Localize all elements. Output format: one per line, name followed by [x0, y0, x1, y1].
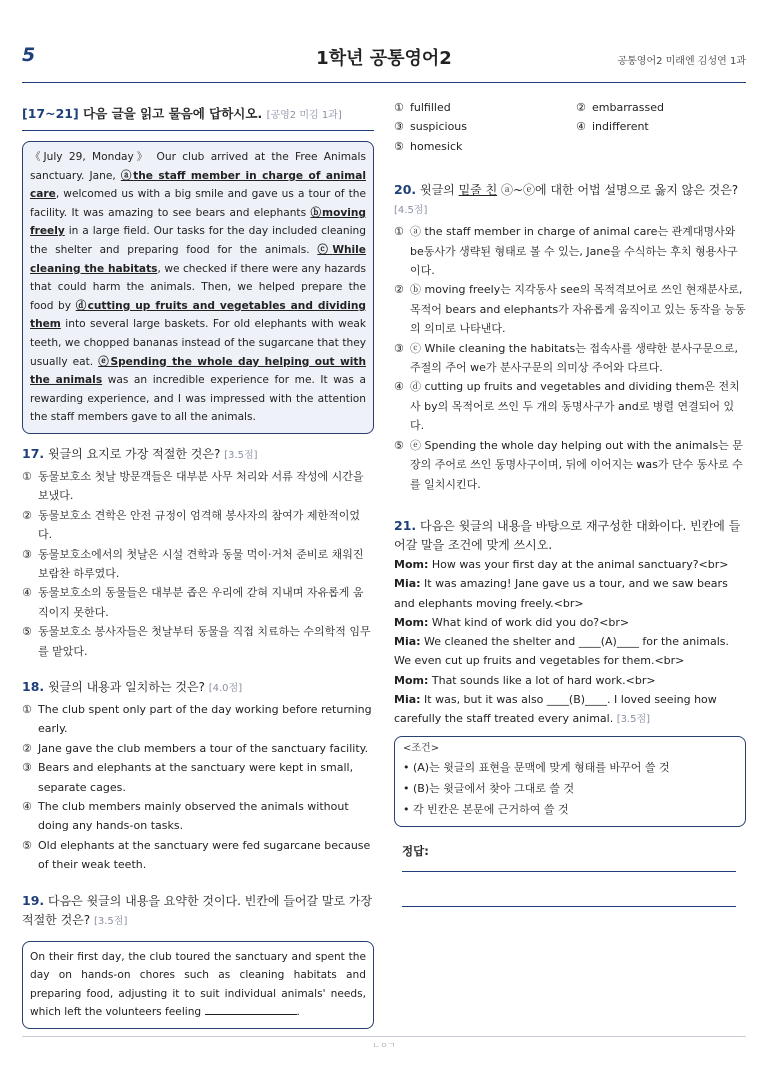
option-mark: ④: [22, 800, 32, 813]
dialog-line: [394, 690, 746, 730]
dialog-speaker: Mia:: [394, 635, 421, 649]
option-mark: ④: [394, 380, 404, 394]
option-mark: ②: [394, 283, 404, 297]
answer-option[interactable]: [22, 836, 374, 875]
answer-option[interactable]: [22, 622, 374, 661]
question-points: [3.5점]: [93, 915, 128, 927]
option-text: Bears and elephants at the sanctuary were kept in small, separate cages.: [38, 761, 354, 794]
dialog-text: It was amazing! Jane gave us a tour, and we saw bears and elephants moving freely.<br>: [394, 577, 728, 610]
option-mark: ③: [394, 120, 404, 134]
option-text: 동물보호소의 동물들은 대부분 좁은 우리에 갇혀 지내며 자유롭게 움직이지 못한다.: [38, 586, 364, 619]
section-range: [17~21]: [22, 106, 79, 121]
dialog-speaker: Mia:: [394, 577, 421, 591]
marker-d: ⓓ: [75, 299, 88, 312]
page-subtitle: 공통영어2 미래엔 김성연 1과: [617, 56, 746, 67]
answer-option[interactable]: [22, 583, 374, 622]
page-title: 1학년 공통영어2: [316, 48, 452, 69]
option-text: 동물보호소 견학은 안전 규정이 엄격해 봉사자의 참여가 제한적이었다.: [38, 508, 361, 542]
answer-option[interactable]: [22, 758, 374, 797]
question-points: [4.0점]: [208, 682, 243, 694]
marker-a: ⓐ: [120, 169, 134, 182]
marker-b: ⓑ: [310, 206, 323, 219]
question-19: [22, 891, 374, 931]
question-number: 18.: [22, 678, 45, 694]
answer-line[interactable]: [402, 871, 736, 872]
underline-c: While cleaning the habitats: [30, 243, 366, 275]
question-points: [3.5점]: [616, 714, 651, 726]
answer-option[interactable]: [576, 98, 746, 117]
option-text: Old elephants at the sanctuary were fed sugarcane because of their weak teeth.: [38, 838, 371, 872]
question-text: 다음은 윗글의 내용을 바탕으로 재구성한 대화이다. 빈칸에 들어갈 말을 조건에 맞게 쓰시오.: [394, 518, 741, 552]
condition-item: • 각 빈칸은 본문에 근거하여 쓸 것: [403, 802, 569, 816]
answer-label: 정답:: [402, 843, 429, 858]
answer-option[interactable]: [22, 467, 374, 506]
passage-text: , welcomed us with a big smile and gave us a tour of the facility. It was amazing to see bears and elephants: [30, 188, 366, 219]
option-mark: ⑤: [394, 139, 404, 153]
option-mark: ⑤: [22, 625, 32, 639]
footer-divider: [22, 1036, 746, 1037]
option-text: ⓒ While cleaning the habitats는 접속사를 생략한 분사구문으로, 주절의 주어 we가 분사구문의 의미상 주어와 다르다.: [410, 341, 738, 375]
reading-passage: [22, 141, 374, 434]
option-text: ⓓ cutting up fruits and vegetables and dividing them은 전치사 by의 목적어로 쓰인 두 개의 동명사구가 and로 병렬 연결되어 있다.: [410, 380, 740, 433]
option-mark: ③: [22, 761, 32, 775]
section-tag: [공영2 미김 1과]: [266, 110, 342, 121]
summary-end: .: [296, 1006, 300, 1019]
dialog-text: It was, but it was also ____(B)____. I loved seeing how carefully the staff treated every animal.: [394, 692, 717, 726]
underline-d: cutting up fruits and vegetables and dividing them: [30, 299, 366, 331]
dialog-line: [394, 632, 746, 671]
option-mark: ①: [394, 101, 404, 114]
underline-e: Spending the whole day helping out with the animals: [30, 355, 366, 387]
option-mark: ①: [22, 702, 32, 716]
question-text: 다음은 윗글의 내용을 요약한 것이다. 빈칸에 들어갈 말로 가장 적절한 것은?: [22, 893, 373, 927]
option-text: ⓑ moving freely는 지각동사 see의 목적격보어로 쓰인 현재분사로, 목적어 bears and elephants가 자유롭게 움직이고 있는 동작을 능동의 의미로 나타낸다.: [410, 283, 746, 336]
answer-option[interactable]: [394, 137, 576, 156]
answer-option[interactable]: [394, 117, 576, 136]
answer-line[interactable]: [402, 906, 736, 907]
option-text: ⓔ Spending the whole day helping out with the animals는 문장의 주어로 쓰인 동명사구이며, 뒤에 이어지는 was가 단수 동사로 수를 일치시킨다.: [410, 438, 743, 491]
passage-text: was an incredible experience for me. It was a rewarding experience, and I was impressed with the attention the staff members gave to all the animals.: [30, 374, 366, 424]
question-number: 21.: [394, 517, 417, 533]
answer-option[interactable]: [22, 797, 374, 836]
option-mark: ②: [576, 101, 586, 114]
dialog-text: That sounds like a lot of hard work.<br>: [428, 673, 656, 687]
option-mark: ⑤: [394, 438, 404, 452]
question-text-underlined: 밑줄 친: [458, 183, 498, 198]
option-mark: ③: [22, 547, 32, 561]
marker-e: ⓔ: [98, 355, 111, 368]
option-mark: ⑤: [22, 838, 32, 852]
question-17: [22, 444, 374, 465]
dialog-text: How was your first day at the animal sanctuary?<br>: [428, 557, 729, 571]
answer-option[interactable]: [394, 436, 746, 494]
answer-option[interactable]: [394, 377, 746, 435]
answer-option[interactable]: [394, 280, 746, 338]
question-text: 윗글의 내용과 일치하는 것은?: [47, 679, 205, 694]
question-number: 17.: [22, 445, 45, 461]
summary-text: On their first day, the club toured the sanctuary and spent the day on hands-on chores such as cleaning habitats and preparing food, adjusting it to suit individual animals' needs, which left the volunteers feeling: [30, 950, 366, 1019]
dialog-line: [394, 671, 746, 690]
question-18: [22, 677, 374, 698]
question-20: [394, 180, 746, 220]
option-mark: ③: [394, 341, 404, 355]
question-number: 20.: [394, 182, 417, 198]
option-text: ⓐ the staff member in charge of animal care는 관계대명사와 be동사가 생략된 형태로 볼 수 있는, Jane을 수식하는 후치 형용사구이다.: [410, 225, 738, 278]
condition-item: • (A)는 윗글의 표현을 문맥에 맞게 형태를 바꾸어 쓸 것: [403, 760, 670, 774]
option-text: indifferent: [592, 120, 649, 134]
option-mark: ①: [22, 469, 32, 483]
summary-blank: [205, 1004, 297, 1015]
option-text: The club members mainly observed the animals without doing any hands-on tasks.: [38, 800, 349, 833]
passage-text: in a large field. Our tasks for the day included cleaning the shelter and preparing food for the animals.: [30, 225, 366, 256]
option-mark: ④: [22, 586, 32, 600]
dialog-line: [394, 555, 746, 574]
option-text: fulfilled: [410, 101, 451, 114]
q19-options: [394, 98, 746, 156]
left-column: [22, 104, 374, 1029]
answer-option[interactable]: [22, 506, 374, 545]
underline-b: moving freely: [30, 206, 367, 238]
option-mark: ②: [22, 741, 32, 755]
question-21: [394, 516, 746, 555]
option-mark: ①: [394, 225, 404, 239]
page-number: 5: [22, 44, 36, 66]
answer-option[interactable]: [22, 545, 374, 584]
answer-option[interactable]: [394, 222, 746, 280]
dialog: [394, 555, 746, 730]
dialog-speaker: Mom:: [394, 557, 429, 571]
dialog-speaker: Mia:: [394, 692, 421, 706]
condition-item: • (B)는 윗글에서 찾아 그대로 쓸 것: [403, 781, 575, 795]
section-heading: [22, 104, 374, 122]
answer-option[interactable]: [394, 339, 746, 378]
question-text: ⓐ~ⓔ에 대한 어법 설명으로 옳지 않은 것은?: [497, 183, 739, 198]
dialog-line: [394, 574, 746, 613]
option-text: 동물보호소 첫날 방문객들은 대부분 사무 처리와 서류 작성에 시간을 보냈다.: [38, 469, 364, 503]
option-text: suspicious: [410, 120, 468, 134]
option-mark: ④: [576, 120, 586, 134]
option-text: homesick: [410, 139, 463, 153]
question-text: 윗글의 요지로 가장 적절한 것은?: [47, 446, 221, 461]
dialog-text: What kind of work did you do?<br>: [428, 615, 630, 629]
option-text: embarrassed: [592, 101, 665, 114]
summary-box: [22, 941, 374, 1029]
conditions-title: <조건>: [403, 742, 440, 754]
question-number: 19.: [22, 892, 45, 908]
option-text: The club spent only part of the day working before returning early.: [38, 702, 372, 736]
section-instruction: 다음 글을 읽고 물음에 답하시오.: [83, 106, 263, 121]
passage-text: 《July 29, Monday》 Our club arrived at the Free Animals sanctuary. Jane,: [30, 151, 366, 182]
marker-c: ⓒ: [317, 243, 333, 256]
passage-text: , we checked if there were any hazards that could harm the animals. Then, we helped prepare the food by: [30, 262, 366, 312]
question-points: [4.5점]: [394, 205, 428, 217]
underline-a: the staff member in charge of animal care: [30, 169, 366, 201]
answer-option[interactable]: [576, 117, 746, 136]
option-text: Jane gave the club members a tour of the sanctuary facility.: [38, 741, 369, 755]
passage-text: into several large baskets. For old elephants with weak teeth, we chopped bananas instead of the sugarcane that they usually eat.: [30, 318, 366, 368]
answer-option[interactable]: [22, 700, 374, 739]
footer-page: ㄴㅇㄱ: [372, 1041, 396, 1050]
conditions-box: [394, 736, 746, 827]
dialog-speaker: Mom:: [394, 673, 429, 687]
header-divider: [22, 82, 746, 83]
answer-option[interactable]: [22, 739, 374, 758]
answer-option[interactable]: [394, 98, 576, 117]
option-text: 동물보호소에서의 첫날은 시설 견학과 동물 먹이·거처 준비로 채워진 보람찬 하루였다.: [38, 547, 364, 580]
option-text: 동물보호소 봉사자들은 첫날부터 동물을 직접 치료하는 수의학적 임무를 맡았다.: [38, 625, 371, 658]
dialog-text: We cleaned the shelter and ____(A)____ for the animals. We even cut up fruits and vegetables for them.<br>: [394, 635, 730, 668]
dialog-line: [394, 613, 746, 632]
section-divider: [22, 130, 374, 131]
option-mark: ②: [22, 508, 32, 522]
right-column: [394, 98, 746, 907]
question-points: [3.5점]: [224, 449, 258, 461]
dialog-speaker: Mom:: [394, 615, 429, 629]
question-text: 윗글의: [419, 183, 459, 198]
